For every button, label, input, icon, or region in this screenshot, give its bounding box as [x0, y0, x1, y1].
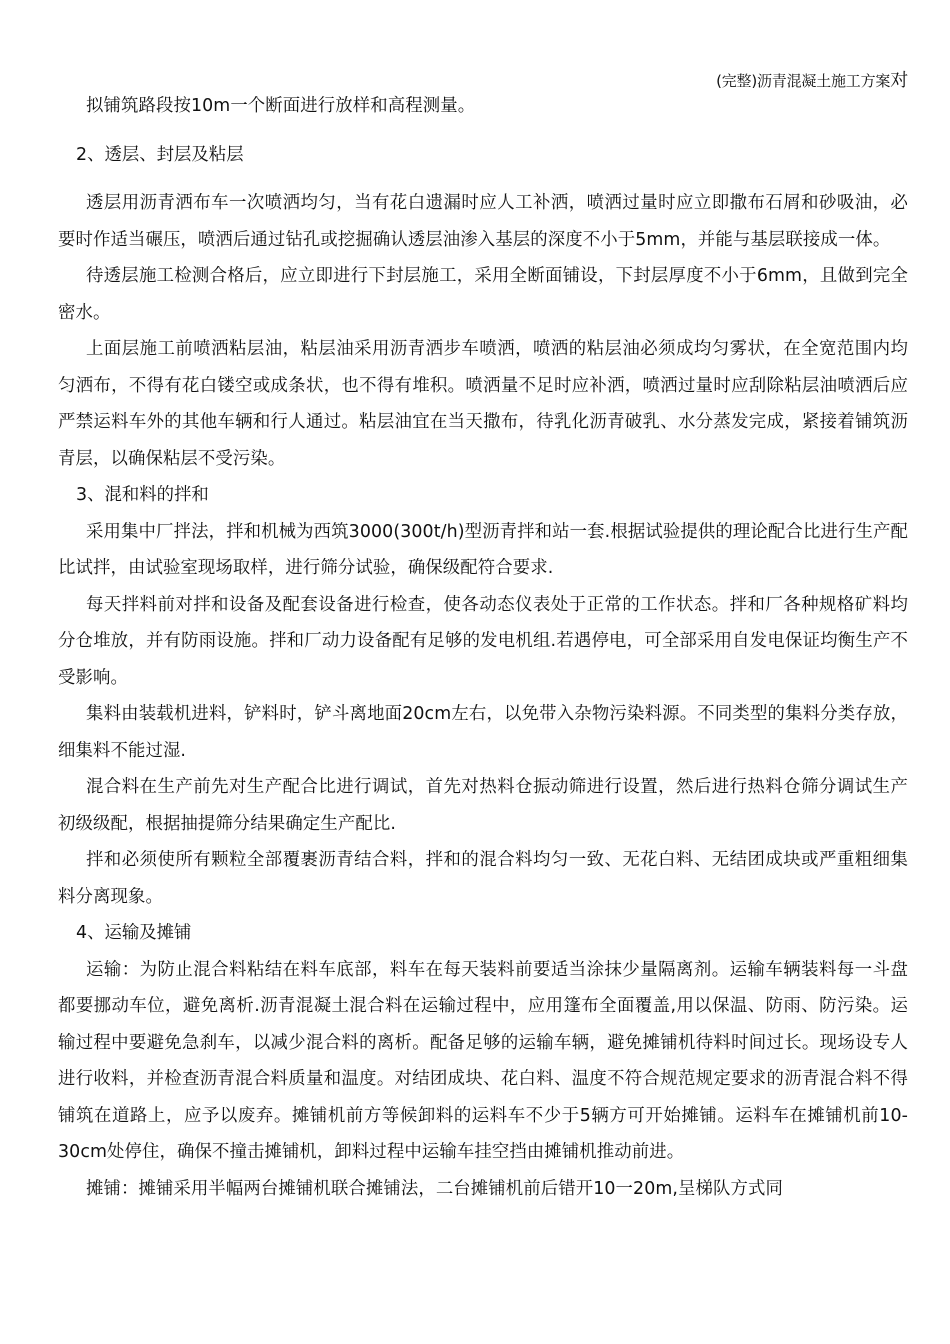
- paragraph-mix-calibration: 混合料在生产前先对生产配合比进行调试，首先对热料仓振动筛进行设置，然后进行热料仓筛分调试生产初级级配，根据抽提筛分结果确定生产配比.: [58, 777, 908, 834]
- paragraph-prime-coat: 透层用沥青洒布车一次喷洒均匀，当有花白遗漏时应人工补洒，喷洒过量时应立即撒布石屑和砂吸油，必要时作适当碾压，喷洒后通过钻孔或挖掘确认透层油渗入基层的深度不小于5mm，并能与基层联接成一体。: [58, 193, 908, 250]
- header-title-suffix: 对: [890, 70, 908, 91]
- paragraph-equipment-check: 每天拌料前对拌和设备及配套设备进行检查，使各动态仪表处于正常的工作状态。拌和厂各种规格矿料均分仓堆放，并有防雨设施。拌和厂动力设备配有足够的发电机组.若遇停电，可全部采用自发电保证均衡生产不受影响。: [58, 594, 908, 688]
- paragraph-seal-coat: 待透层施工检测合格后，应立即进行下封层施工，采用全断面铺设，下封层厚度不小于6mm，且做到完全密水。: [58, 266, 908, 323]
- section-heading-3: 3、混和料的拌和: [76, 485, 209, 505]
- paragraph-mixing-plant: 采用集中厂拌法，拌和机械为西筑3000(300t/h)型沥青拌和站一套.根据试验提供的理论配合比进行生产配比试拌，由试验室现场取样，进行筛分试验，确保级配符合要求.: [58, 521, 908, 578]
- section-heading-2: 2、透层、封层及粘层: [76, 144, 244, 165]
- header-title-text: (完整)沥青混凝土施工方案: [716, 72, 891, 90]
- document-body: [58, 88, 908, 1207]
- paragraph-aggregate: 集料由装载机进料，铲料时，铲斗离地面20cm左右，以免带入杂物污染料源。不同类型的集料分类存放，细集料不能过湿.: [58, 704, 908, 761]
- paragraph-mix-quality: 拌和必须使所有颗粒全部覆裹沥青结合料，拌和的混合料均匀一致、无花白料、无结团成块或严重粗细集料分离现象。: [58, 850, 908, 907]
- paragraph-survey: 拟铺筑路段按10m一个断面进行放样和高程测量。: [86, 96, 476, 116]
- paragraph-tack-coat: 上面层施工前喷洒粘层油，粘层油采用沥青洒步车喷洒，喷洒的粘层油必须成均匀雾状，在全宽范围内均匀洒布，不得有花白镂空或成条状，也不得有堆积。喷洒量不足时应补洒，喷洒过量时应刮除粘层油喷洒后应严禁运料车外的其他车辆和行人通过。粘层油宜在当天撒布，待乳化沥青破乳、水分蒸发完成，紧接着铺筑沥青层，以确保粘层不受污染。: [58, 339, 908, 469]
- paragraph-paving: 摊铺：摊铺采用半幅两台摊铺机联合摊铺法，二台摊铺机前后错开10一20m,呈梯队方式同: [86, 1178, 783, 1199]
- section-heading-4: 4、运输及摊铺: [76, 923, 192, 943]
- paragraph-transport: 运输：为防止混合料粘结在料车底部，料车在每天装料前要适当涂抹少量隔离剂。运输车辆装料每一斗盘都要挪动车位，避免离析.沥青混凝土混合料在运输过程中，应用篷布全面覆盖,用以保温、防雨、防污染。运输过程中要避免急刹车，以减少混合料的离析。配备足够的运输车辆，避免摊铺机待料时间过长。现场设专人进行收料，并检查沥青混合料质量和温度。对结团成块、花白料、温度不符合规范规定要求的沥青混合料不得铺筑在道路上，应予以废弃。摊铺机前方等候卸料的运料车不少于5辆方可开始摊铺。运料车在摊铺机前10-30cm处停住，确保不撞击摊铺机，卸料过程中运输车挂空挡由摊铺机推动前进。: [58, 959, 908, 1162]
